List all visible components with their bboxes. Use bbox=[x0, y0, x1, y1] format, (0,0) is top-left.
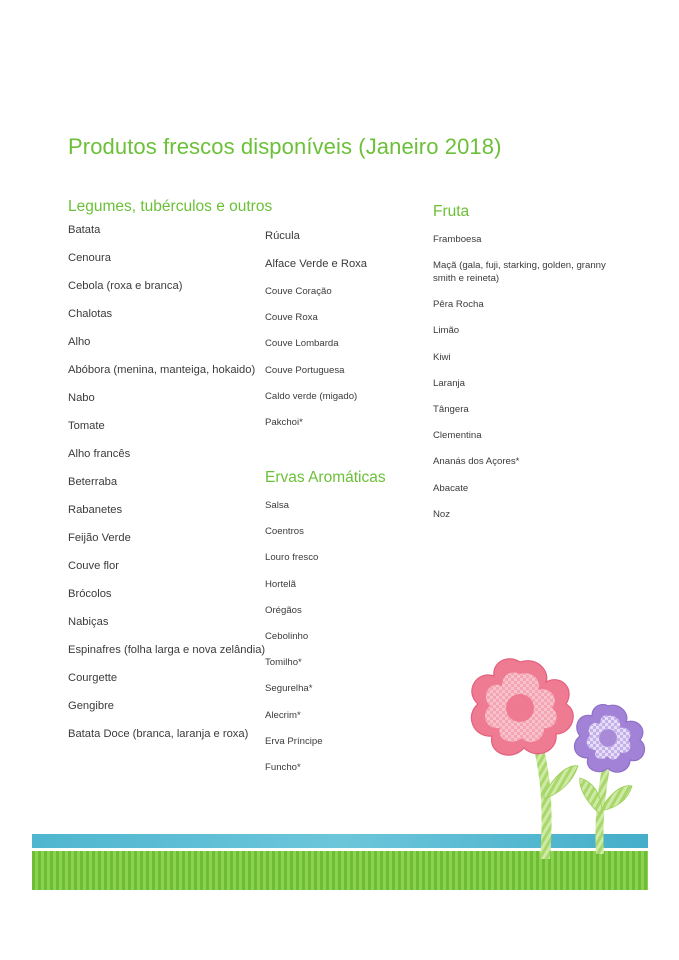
list-item: Gengibre bbox=[68, 700, 115, 712]
ervas-list bbox=[265, 500, 323, 788]
list-item: Nabiças bbox=[68, 616, 109, 628]
list-item: Clementina bbox=[433, 430, 482, 442]
list-item: Couve Lombarda bbox=[265, 338, 339, 350]
list-item: Batata bbox=[68, 224, 101, 236]
flowers-illustration bbox=[462, 654, 662, 864]
fruta-heading: Fruta bbox=[433, 203, 470, 220]
list-item: Framboesa bbox=[433, 234, 482, 245]
list-item: Couve flor bbox=[68, 560, 119, 572]
legumes-list-col2-small bbox=[265, 286, 357, 443]
list-item: Couve Roxa bbox=[265, 312, 318, 324]
list-item: Limão bbox=[433, 325, 460, 337]
purple-flower-stem bbox=[580, 762, 632, 854]
list-item: Funcho* bbox=[265, 761, 301, 773]
list-item: Tomilho* bbox=[265, 657, 302, 669]
list-item: Couve Coração bbox=[265, 286, 332, 297]
list-item: Laranja bbox=[433, 377, 466, 389]
list-item: Pêra Rocha bbox=[433, 299, 484, 311]
list-item: Beterraba bbox=[68, 476, 118, 488]
list-item: Alho francês bbox=[68, 448, 131, 460]
list-item: Feijão Verde bbox=[68, 532, 131, 544]
list-item: Cenoura bbox=[68, 252, 111, 264]
list-item: Segurelha* bbox=[265, 683, 313, 695]
list-item: Coentros bbox=[265, 526, 304, 538]
list-item: Orégãos bbox=[265, 604, 302, 616]
list-item: Ananás dos Açores* bbox=[433, 456, 520, 468]
purple-flower bbox=[574, 704, 644, 772]
pink-flower bbox=[471, 659, 573, 755]
list-item: Rúcula bbox=[265, 230, 300, 242]
fruta-list bbox=[433, 233, 623, 534]
legumes-heading: Legumes, tubérculos e outros bbox=[68, 198, 273, 215]
list-item: Espinafres (folha larga e nova zelândia) bbox=[68, 644, 266, 656]
list-item: Nabo bbox=[68, 392, 95, 404]
list-item: Alecrim* bbox=[265, 709, 301, 721]
list-item: Batata Doce (branca, laranja e roxa) bbox=[68, 728, 249, 740]
list-item: Rabanetes bbox=[68, 504, 123, 516]
page-title: Produtos frescos disponíveis (Janeiro 2018) bbox=[68, 134, 502, 159]
legumes-list-col1 bbox=[68, 224, 265, 756]
list-item: Courgette bbox=[68, 672, 118, 684]
list-item: Alface Verde e Roxa bbox=[265, 258, 367, 270]
list-item: Abacate bbox=[433, 482, 469, 494]
list-item: Louro fresco bbox=[265, 552, 319, 564]
list-item: Couve Portuguesa bbox=[265, 364, 345, 376]
list-item: Maçã (gala, fuji, starking, golden, granny smith e reineta) bbox=[433, 260, 606, 285]
pink-flower-stem bbox=[532, 740, 578, 859]
list-item: Cebola (roxa e branca) bbox=[68, 280, 183, 292]
list-item: Erva Príncipe bbox=[265, 735, 323, 747]
list-item: Cebolinho bbox=[265, 630, 309, 642]
list-item: Abóbora (menina, manteiga, hokaido) bbox=[68, 364, 256, 376]
list-item: Chalotas bbox=[68, 308, 113, 320]
list-item: Noz bbox=[433, 508, 451, 520]
ervas-heading: Ervas Aromáticas bbox=[265, 469, 386, 486]
list-item: Brócolos bbox=[68, 588, 112, 600]
list-item: Hortelã bbox=[265, 578, 296, 590]
legumes-list-col2-large bbox=[265, 230, 367, 286]
list-item: Kiwi bbox=[433, 351, 451, 363]
list-item: Caldo verde (migado) bbox=[265, 390, 358, 402]
list-item: Salsa bbox=[265, 500, 289, 511]
list-item: Pakchoi* bbox=[265, 416, 303, 428]
list-item: Tomate bbox=[68, 420, 105, 432]
list-item: Alho bbox=[68, 336, 91, 348]
list-item: Tângera bbox=[433, 403, 469, 415]
